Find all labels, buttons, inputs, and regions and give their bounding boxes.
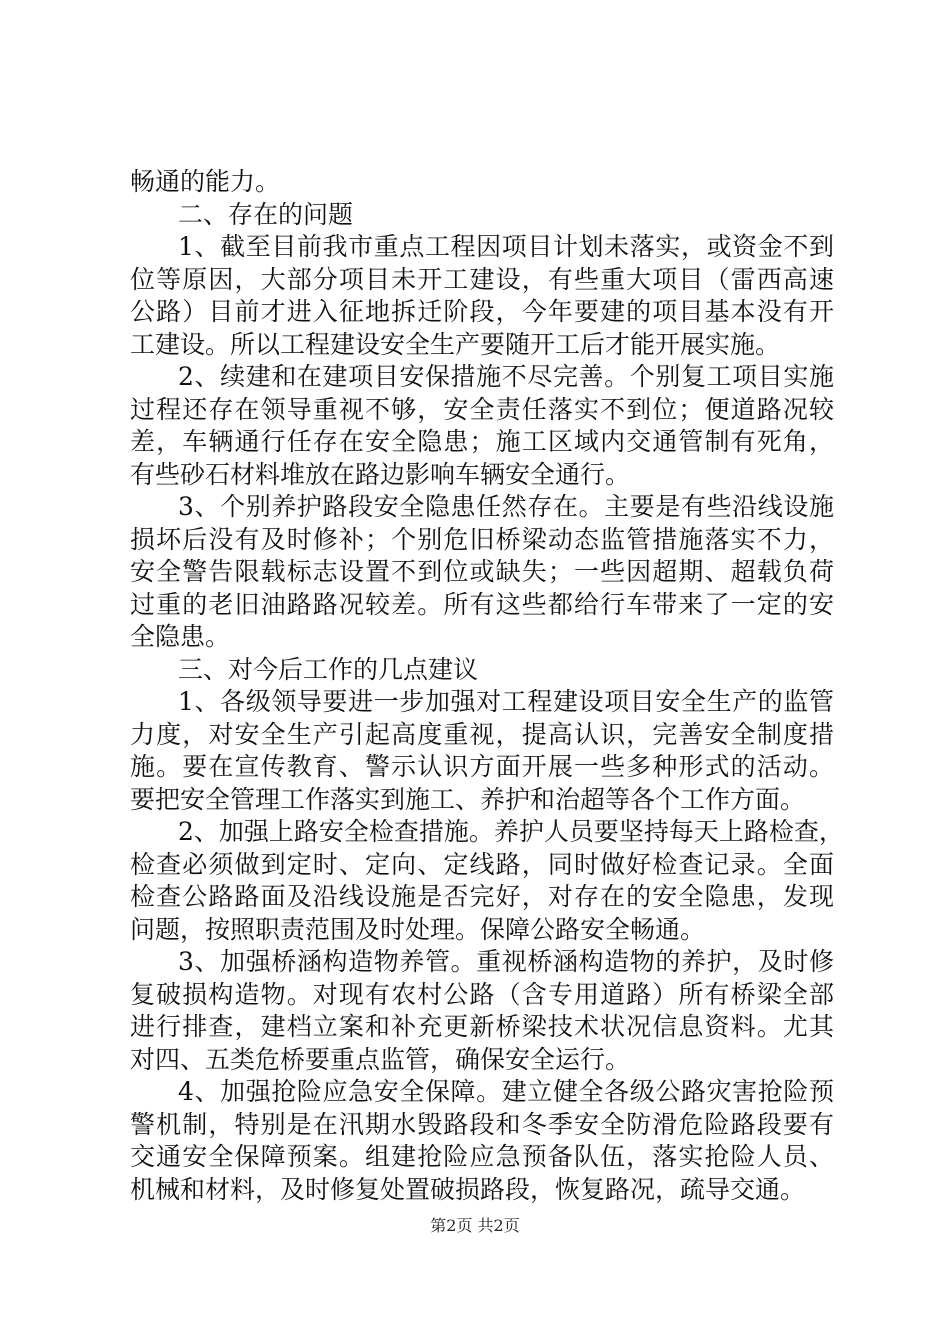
text-line: 过重的老旧油路路况较差。所有这些都给行车带来了一定的安 xyxy=(130,589,834,619)
text-line: 检查公路路面及沿线设施是否完好，对存在的安全隐患，发现 xyxy=(130,882,834,911)
text-line: 过程还存在领导重视不够，安全责任落实不到位；便道路况较 xyxy=(130,394,834,424)
text-line: 交通安全保障预案。组建抢险应急预备队伍，落实抢险人员、 xyxy=(130,1142,834,1171)
text-line: 警机制，特别是在汛期水毁路段和冬季安全防滑危险路段要有 xyxy=(130,1109,834,1139)
text-line: 对四、五类危桥要重点监管，确保安全运行。 xyxy=(130,1044,631,1074)
text-line: 有些砂石材料堆放在路边影响车辆安全通行。 xyxy=(130,459,631,489)
document-body xyxy=(130,166,844,1206)
text-line: 要把安全管理工作落实到施工、养护和治超等各个工作方面。 xyxy=(130,784,806,814)
text-line: 1、截至目前我市重点工程因项目计划未落实，或资金不到 xyxy=(178,232,834,261)
text-line: 公路）目前才进入征地拆迁阶段，今年要建的项目基本没有开 xyxy=(130,297,834,326)
text-line: 安全警告限载标志设置不到位或缺失；一些因超期、超载负荷 xyxy=(130,557,834,586)
text-line: 全隐患。 xyxy=(130,622,231,651)
text-line: 3、加强桥涵构造物养管。重视桥涵构造物的养护，及时修 xyxy=(178,947,834,976)
text-line: 损坏后没有及时修补；个别危旧桥梁动态监管措施落实不力， xyxy=(130,524,834,554)
page-footer: 第2页 共2页 xyxy=(430,1216,520,1235)
text-line: 1、各级领导要进一步加强对工程建设项目安全生产的监管 xyxy=(178,687,834,716)
text-line: 3、个别养护路段安全隐患任然存在。主要是有些沿线设施 xyxy=(178,492,834,521)
text-line: 检查必须做到定时、定向、定线路，同时做好检查记录。全面 xyxy=(130,849,834,879)
text-line: 问题，按照职责范围及时处理。保障公路安全畅通。 xyxy=(130,914,706,944)
text-line: 力度，对安全生产引起高度重视，提高认识，完善安全制度措 xyxy=(130,719,834,749)
text-line: 位等原因，大部分项目未开工建设，有些重大项目（雷西高速 xyxy=(130,264,834,294)
text-line: 4、加强抢险应急安全保障。建立健全各级公路灾害抢险预 xyxy=(178,1077,834,1106)
text-line: 进行排查，建档立案和补充更新桥梁技术状况信息资料。尤其 xyxy=(130,1012,834,1041)
text-line: 三、对今后工作的几点建议 xyxy=(178,654,479,684)
text-line: 二、存在的问题 xyxy=(178,199,354,229)
text-line: 2、续建和在建项目安保措施不尽完善。个别复工项目实施 xyxy=(178,362,834,391)
text-line: 差，车辆通行任存在安全隐患；施工区域内交通管制有死角， xyxy=(130,427,834,456)
text-line: 工建设。所以工程建设安全生产要随开工后才能开展实施。 xyxy=(130,329,781,359)
text-line: 2、加强上路安全检查措施。养护人员要坚持每天上路检查， xyxy=(178,817,844,846)
text-line: 机械和材料，及时修复处置破损路段，恢复路况，疏导交通。 xyxy=(130,1174,806,1204)
text-line: 畅通的能力。 xyxy=(130,167,281,196)
text-line: 施。要在宣传教育、警示认识方面开展一些多种形式的活动。 xyxy=(130,752,834,781)
text-line: 复破损构造物。对现有农村公路（含专用道路）所有桥梁全部 xyxy=(130,979,834,1009)
